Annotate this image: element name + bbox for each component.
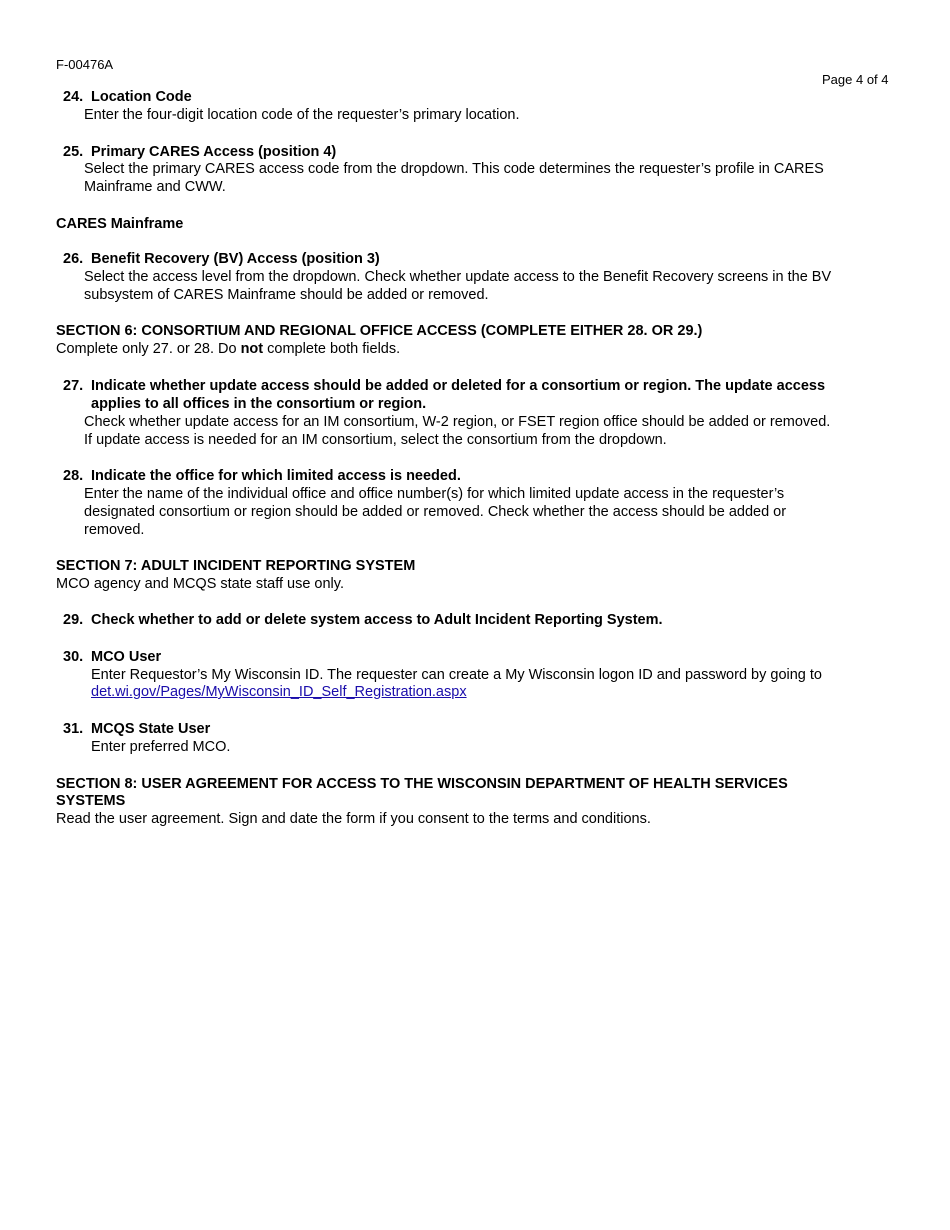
section-8-intro: Read the user agreement. Sign and date the form if you consent to the terms and conditions. — [56, 811, 651, 827]
section-6-heading: SECTION 6: CONSORTIUM AND REGIONAL OFFICE ACCESS (COMPLETE EITHER 28. OR 29.) — [56, 323, 703, 339]
section-7-intro: MCO agency and MCQS state staff use only. — [56, 576, 344, 592]
section-8-heading-line-1: SECTION 8: USER AGREEMENT FOR ACCESS TO THE WISCONSIN DEPARTMENT OF HEALTH SERVICES — [56, 776, 788, 792]
item-24-heading — [63, 88, 192, 106]
form-id: F-00476A — [56, 57, 114, 72]
section-8-heading-line-2: SYSTEMS — [56, 793, 126, 809]
item-28-body-line-2: designated consortium or region should be added or removed. Check whether the access should be added or — [84, 504, 787, 520]
item-30-body: Enter Requestor’s My Wisconsin ID. The requester can create a My Wisconsin logon ID and password by going to — [91, 667, 822, 683]
item-28-title: Indicate the office for which limited access is needed. — [91, 468, 461, 484]
cares-mainframe-heading: CARES Mainframe — [56, 216, 184, 232]
item-27-body-line-1: Check whether update access for an IM consortium, W-2 region, or FSET region office should be added or removed. — [84, 414, 831, 430]
item-31-title: MCQS State User — [91, 721, 211, 737]
item-25-body-line-2: Mainframe and CWW. — [84, 179, 226, 195]
item-27-title-line-2: applies to all offices in the consortium or region. — [91, 396, 427, 412]
item-28-heading — [63, 467, 461, 485]
item-29-title: Check whether to add or delete system access to Adult Incident Reporting System. — [91, 612, 663, 628]
my-wisconsin-registration-link[interactable]: det.wi.gov/Pages/MyWisconsin_ID_Self_Registration.aspx — [91, 684, 467, 700]
item-26-body-line-2: subsystem of CARES Mainframe should be added or removed. — [84, 287, 489, 303]
section-6-intro-part-2: complete both fields. — [263, 341, 401, 357]
item-27-body-line-2: If update access is needed for an IM consortium, select the consortium from the dropdown. — [84, 432, 667, 448]
item-26-number: 26. — [63, 251, 84, 267]
item-28-body-line-1: Enter the name of the individual office and office number(s) for which limited update access in the requester’s — [84, 486, 785, 502]
item-31-number: 31. — [63, 721, 84, 737]
item-25-body-line-1: Select the primary CARES access code from the dropdown. This code determines the requester’s profile in CARES — [84, 161, 824, 177]
item-31-body: Enter preferred MCO. — [91, 739, 231, 755]
section-6-intro — [56, 340, 400, 358]
item-29-heading — [63, 611, 663, 629]
item-27-number: 27. — [63, 378, 84, 394]
item-26-heading — [63, 250, 380, 268]
item-25-title: Primary CARES Access (position 4) — [91, 144, 337, 160]
item-25-number: 25. — [63, 144, 84, 160]
item-29-number: 29. — [63, 612, 84, 628]
item-27-title-line-1: Indicate whether update access should be added or deleted for a consortium or region. The update access — [91, 378, 826, 394]
item-28-number: 28. — [63, 468, 84, 484]
section-6-intro-not: not — [240, 341, 264, 357]
item-31-heading — [63, 720, 210, 738]
section-7-heading: SECTION 7: ADULT INCIDENT REPORTING SYSTEM — [56, 558, 416, 574]
item-26-title: Benefit Recovery (BV) Access (position 3) — [91, 251, 380, 267]
item-30-heading — [63, 648, 161, 666]
item-30-number: 30. — [63, 649, 84, 665]
section-6-intro-part-1: Complete only 27. or 28. Do — [56, 341, 241, 357]
item-30-title: MCO User — [91, 649, 162, 665]
item-27-heading — [63, 377, 825, 395]
item-24-body: Enter the four-digit location code of the requester’s primary location. — [84, 107, 520, 123]
item-24-number: 24. — [63, 89, 84, 105]
item-24-title: Location Code — [91, 89, 192, 105]
item-26-body-line-1: Select the access level from the dropdown. Check whether update access to the Benefit Recovery screens in the BV — [84, 269, 832, 285]
item-25-heading — [63, 143, 336, 161]
item-30-link-row — [91, 683, 467, 701]
item-28-body-line-3: removed. — [84, 522, 145, 538]
page-number: Page 4 of 4 — [822, 72, 889, 87]
